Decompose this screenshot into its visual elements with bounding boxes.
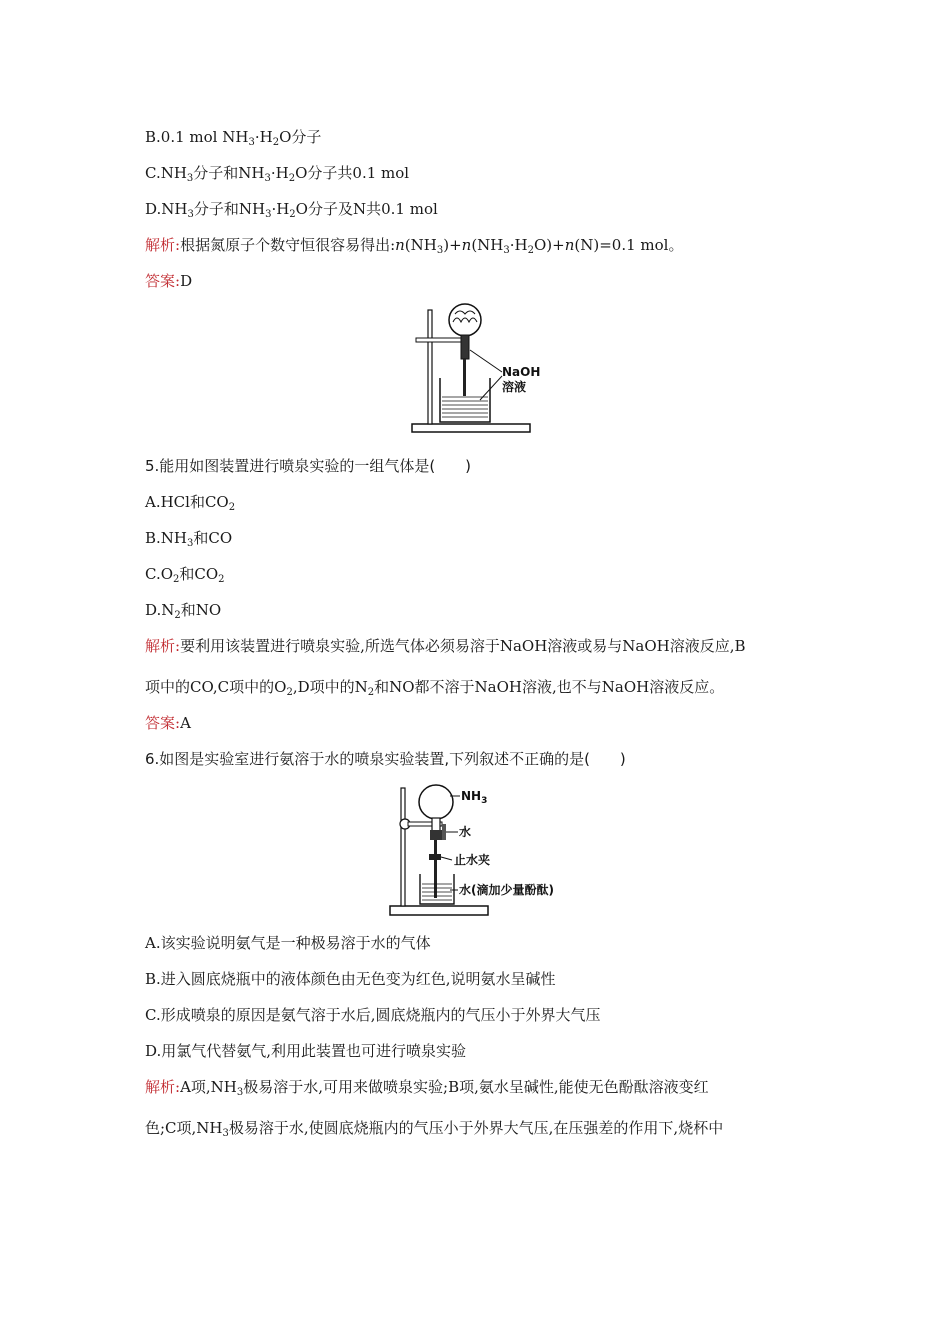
q5-option-b: $B.NH_3$和CO [145, 529, 233, 549]
flask-neck [432, 818, 440, 832]
q6-option-c: C.形成喷泉的原因是氨气溶于水后,圆底烧瓶内的气压小于外界大气压 [145, 1006, 601, 1024]
q5-option-c: $C.O_2$和$CO_2$ [145, 565, 225, 585]
answer-label: 答案: [145, 714, 181, 732]
stand-rod [428, 310, 432, 424]
clamp-arm [416, 338, 462, 342]
q6-analysis-line-1: 解析:A项$,NH_3$极易溶于水,可用来做喷泉实验;B项,氨水呈碱性,能使无色酚酞溶液变红 [145, 1078, 709, 1098]
q6-analysis-line-2: 色;C项$,NH_3$极易溶于水,使圆底烧瓶内的气压小于外界大气压,在压强差的作用下,烧杯中 [145, 1119, 724, 1139]
round-flask [419, 785, 453, 819]
figure-label-nh3: $NH_3$ [461, 789, 488, 806]
q6-option-b: B.进入圆底烧瓶中的液体颜色由无色变为红色,说明氨水呈碱性 [145, 970, 556, 988]
analysis-label: 解析: [145, 236, 181, 254]
water-stop-clamp [429, 854, 441, 860]
fountain-apparatus-naoh-diagram [410, 300, 550, 435]
figure-label-clamp: 止水夹 [454, 853, 491, 867]
glass-tube [434, 840, 437, 898]
q4-option-b: B.0.1 mol $NH_3\cdot H_2O$分子 [145, 128, 322, 148]
water-dropper [442, 824, 446, 840]
ammonia-fountain-apparatus-diagram [388, 780, 566, 920]
figure-label-naoh: NaOH [502, 365, 541, 379]
flask-stopper [430, 830, 442, 840]
figure-label-water: 水 [459, 825, 472, 839]
q5-analysis-line-2: 项中的CO,C项中的$O_2,D$项中的$N_2$和NO都不溶于NaOH溶液,也不与NaOH溶液反应。 [145, 678, 725, 698]
stand-rod [401, 788, 405, 906]
q5-option-d: $D.N_2$和NO [145, 601, 222, 621]
figure-label-beaker: 水(滴加少量酚酞) [459, 883, 554, 897]
flask-neck-stopper [461, 335, 469, 359]
analysis-label: 解析: [145, 1078, 181, 1096]
answer-label: 答案: [145, 272, 181, 290]
q5-stem: 5.能用如图装置进行喷泉实验的一组气体是( ) [145, 457, 472, 475]
fountain-apparatus-naoh-figure [410, 300, 550, 435]
q4-option-d: $D.NH_3$分子和$NH_3\cdot H_2O$分子及N共0.1 mol [145, 200, 438, 220]
stand-base [390, 906, 488, 915]
analysis-label: 解析: [145, 637, 181, 655]
q6-option-d: D.用氯气代替氨气,利用此装置也可进行喷泉实验 [145, 1042, 467, 1060]
q6-stem: 6.如图是实验室进行氨溶于水的喷泉实验装置,下列叙述不正确的是( ) [145, 750, 626, 768]
q4-answer: 答案:D [145, 272, 193, 290]
q5-answer: 答案:A [145, 714, 191, 732]
figure-label-solution: 溶液 [502, 380, 527, 394]
q5-analysis-line-1: 解析:要利用该装置进行喷泉实验,所选气体必须易溶于NaOH溶液或易与NaOH溶液反应,B [145, 637, 746, 655]
q4-analysis: 解析:根据氮原子个数守恒很容易得出$:n(NH_3)+n(NH_3\cdot H_2O)+n(N)=0.1$ mol。 [145, 236, 684, 256]
ammonia-fountain-apparatus-figure [388, 780, 566, 920]
q5-option-a: A.HCl和$CO_2$ [145, 493, 236, 513]
q6-option-a: A.该实验说明氨气是一种极易溶于水的气体 [145, 934, 431, 952]
q4-option-c: $C.NH_3$分子和$NH_3\cdot H_2O$分子共0.1 mol [145, 164, 410, 184]
stand-base [412, 424, 530, 432]
